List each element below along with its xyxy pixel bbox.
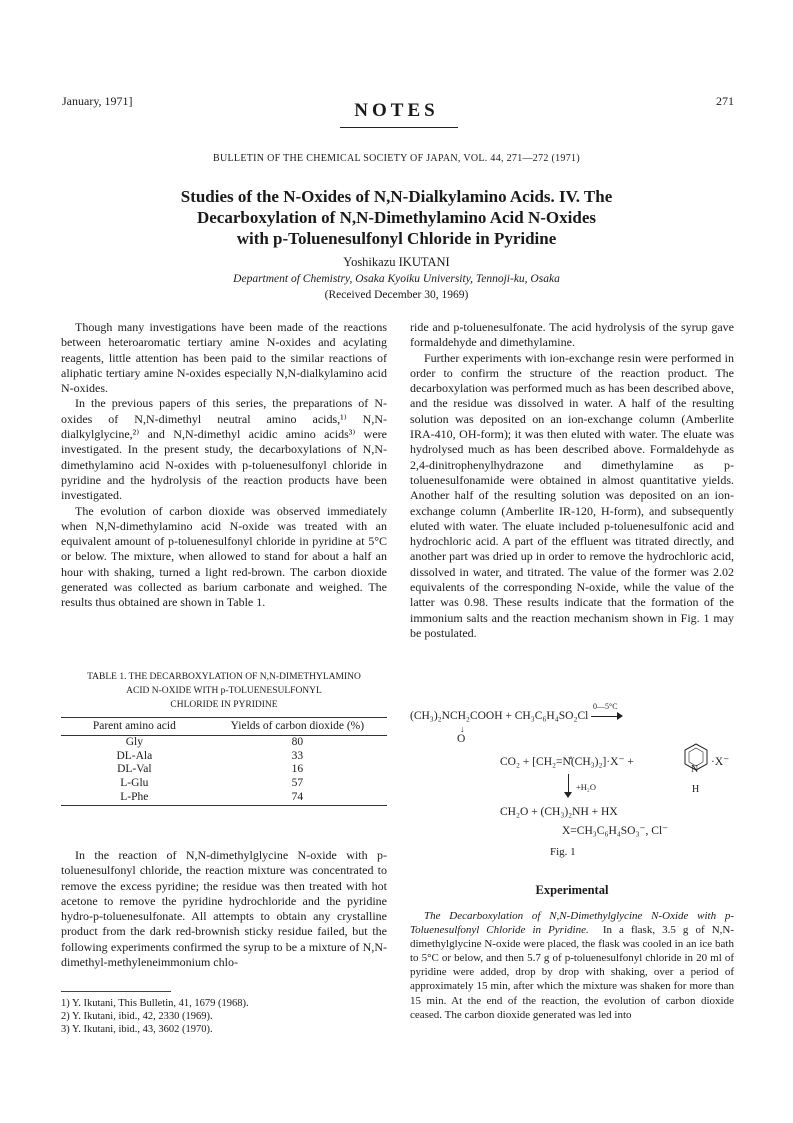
paragraph: Though many investigations have been made of the reactions between heteroaromatic tertiary amine N-oxides and acylating reagents, little attention has been paid to the similar reactions of aliphatic tertiary amine N-oxides especially N,N-dialkylamino acid N-oxides. bbox=[61, 320, 387, 396]
table-row bbox=[61, 777, 387, 791]
left-column bbox=[61, 320, 387, 611]
scheme-products-1: CO₂ + [CH₂=N̊(CH₃)₂]·X⁻ + bbox=[500, 756, 634, 768]
yield-cell: 57 bbox=[291, 777, 304, 790]
paragraph: Further experiments with ion-exchange resin were performed in order to confirm the structure of the reaction product. The decarboxylation was performed much as has been described above, and the residue was dissolved in water. A half of the resulting solution was deposited on an ion-exchange column (Amberlite IRA-410, OH-form); it was then eluted with water. The eluate was hydrolysed much as has been described above. Formaldehyde as 2,4-dinitrophenylhydrazone and dimethylamine as p-toluenesulfonamide were obtained in almost quantitative yields. Another half of the resulting solution was deposited on an ion-exchange column (Amberlite IR-120, H-form), and subsequently eluted with water. The eluate included p-toluenesulfonic acid and hydrochloric acid. A part of the effluent was titrated directly, and another part was dried up in order to remove the hydrochloric acid, dissolved in water, and titrated. The value of the former was 2.02 equivalents of the corresponding N-oxide, while the value of the latter was 0.98. These results indicate that the formation of the immonium salts and the reaction mechanism shown in Fig. 1 may be postulated. bbox=[410, 350, 734, 640]
scheme-reactants: (CH₃)₂NCH₂COOH + CH₃C₆H₄SO₂Cl bbox=[410, 710, 589, 722]
pyridinium-n: N bbox=[691, 764, 699, 775]
footnote: 2) Y. Ikutani, ibid., 42, 2330 (1969). bbox=[61, 1011, 213, 1022]
column-header: Yields of carbon dioxide (%) bbox=[208, 718, 387, 736]
yield-cell: 33 bbox=[291, 749, 304, 762]
acid-cell: DL-Ala bbox=[116, 749, 153, 762]
scheme-products-2: CH₂O + (CH₃)₂NH + HX bbox=[500, 806, 618, 818]
received-date: (Received December 30, 1969) bbox=[324, 289, 469, 301]
reaction-arrow bbox=[591, 716, 617, 717]
footnote: 3) Y. Ikutani, ibid., 43, 3602 (1970). bbox=[61, 1024, 213, 1035]
data-table bbox=[61, 717, 387, 806]
footnote-rule bbox=[61, 991, 171, 992]
page-number: 271 bbox=[716, 94, 734, 108]
author: Yoshikazu IKUTANI bbox=[343, 255, 450, 269]
yield-cell: 80 bbox=[291, 736, 304, 748]
left-column-continued bbox=[61, 848, 387, 970]
paragraph: In the previous papers of this series, the preparations of N-oxides of N,N-dimethyl neutral amino acids,¹⁾ N,N-dialkylglycine,²⁾ and N,N-dimethyl acidic amino acids³⁾ were investigated. In the present study, the decarboxylations of N,N-dimethylamino acid N-oxides with p-toluenesulfonyl chloride in pyridine and the hydrolysis of the reaction products have been investigated. bbox=[61, 396, 387, 503]
yield-cell: 74 bbox=[208, 791, 387, 805]
caption-line: TABLE 1. THE DECARBOXYLATION OF N,N-DIMETHYLAMINO bbox=[87, 672, 361, 682]
section-title: NOTES bbox=[354, 100, 439, 121]
experimental-heading: Experimental bbox=[535, 883, 609, 897]
table-row bbox=[61, 791, 387, 805]
footnote: 1) Y. Ikutani, This Bulletin, 41, 1679 (1968). bbox=[61, 998, 249, 1009]
yield-cell: 16 bbox=[291, 763, 304, 776]
column-header: Parent amino acid bbox=[61, 718, 208, 736]
right-column bbox=[410, 320, 734, 641]
title-line-3: with p-Toluenesulfonyl Chloride in Pyridine bbox=[236, 229, 557, 248]
experimental-text: In a flask, 3.5 g of N,N-dimethylglycine N-oxide were placed, the flask was cooled in an ice bath to 5°C or below, and then 5.7 g of p-toluenesulfonyl chloride in 20 ml of pyridine were added, drop by drop with shaking, over a period of approximately 15 min, after which the mixture was shaken for more than 15 min. At the end of the reaction, the evolution of carbon dioxide ceased. The carbon dioxide generated was led into bbox=[410, 924, 734, 1021]
acid-cell: L-Phe bbox=[61, 791, 208, 805]
experimental-section bbox=[410, 909, 734, 1022]
pyridinium-h: H bbox=[692, 784, 700, 795]
acid-cell: DL-Val bbox=[117, 763, 152, 776]
scheme-condition: 0—5°C bbox=[593, 702, 618, 711]
figure-caption: Fig. 1 bbox=[550, 846, 576, 858]
down-arrow-head-icon bbox=[564, 792, 572, 798]
scheme-x-definition: X=CH₃C₆H₄SO₃⁻, Cl⁻ bbox=[562, 825, 669, 837]
paragraph: In the reaction of N,N-dimethylglycine N-oxide with p-toluenesulfonyl chloride, the reaction mixture was concentrated to remove the excess pyridine; the residue was then treated with hot acetone to remove the pyridine hydrochloride and the pyridine hydro-p-toluenesulfonate. All attempts to obtain any crystalline product from the dark red-brownish sticky residue failed, but the following experiments confirmed the syrup to be a mixture of N,N-dimethyl-methyleneimmonium chlo- bbox=[61, 848, 387, 970]
hydrolysis-arrow bbox=[568, 774, 569, 794]
footnotes bbox=[61, 997, 387, 1036]
pyridinium-anion: ·X⁻ bbox=[711, 756, 730, 768]
acid-cell: Gly bbox=[125, 736, 143, 748]
paragraph: The evolution of carbon dioxide was observed immediately when N,N-dimethylamino acid N-oxide was treated with an equivalent amount of p-toluenesulfonyl chloride in pyridine at 5°C or below. The mixture, when allowed to stand for about a half an hour with shaking, turned a light red-brown. The carbon dioxide generated was collected as barium carbonate and weighed. The results thus obtained are shown in Table 1. bbox=[61, 503, 387, 610]
paragraph: ride and p-toluenesulfonate. The acid hydrolysis of the syrup gave formaldehyde and dimethylamine. bbox=[410, 320, 734, 350]
down-arrow-icon: ↓ bbox=[460, 724, 465, 734]
caption-line: ACID N-OXIDE WITH p-TOLUENESULFONYL bbox=[126, 686, 322, 696]
reaction-scheme bbox=[410, 702, 734, 862]
affiliation: Department of Chemistry, Osaka Kyoiku University, Tennoji-ku, Osaka bbox=[233, 273, 560, 285]
table-caption bbox=[61, 670, 387, 712]
caption-line: CHLORIDE IN PYRIDINE bbox=[170, 700, 278, 710]
scheme-oxygen: O bbox=[457, 733, 466, 745]
section-rule bbox=[340, 127, 458, 128]
scheme-water: +H₂O bbox=[576, 782, 597, 792]
title-line-2: Decarboxylation of N,N-Dimethylamino Acid N-Oxides bbox=[196, 208, 596, 227]
acid-cell: L-Glu bbox=[120, 777, 149, 790]
article-title bbox=[90, 186, 703, 249]
experimental-subtitle: The Decarboxylation of N,N-Dimethylglycine N-Oxide with p-Toluenesulfonyl Chloride in Pyridine. bbox=[410, 910, 734, 937]
title-line-1: Studies of the N-Oxides of N,N-Dialkylamino Acids. IV. The bbox=[180, 187, 613, 206]
table-row bbox=[61, 750, 387, 764]
arrow-head-icon bbox=[617, 712, 623, 720]
table-row bbox=[61, 763, 387, 777]
journal-line: BULLETIN OF THE CHEMICAL SOCIETY OF JAPAN, VOL. 44, 271—272 (1971) bbox=[213, 153, 580, 164]
table-row bbox=[61, 736, 387, 750]
header-date: January, 1971] bbox=[62, 94, 133, 108]
